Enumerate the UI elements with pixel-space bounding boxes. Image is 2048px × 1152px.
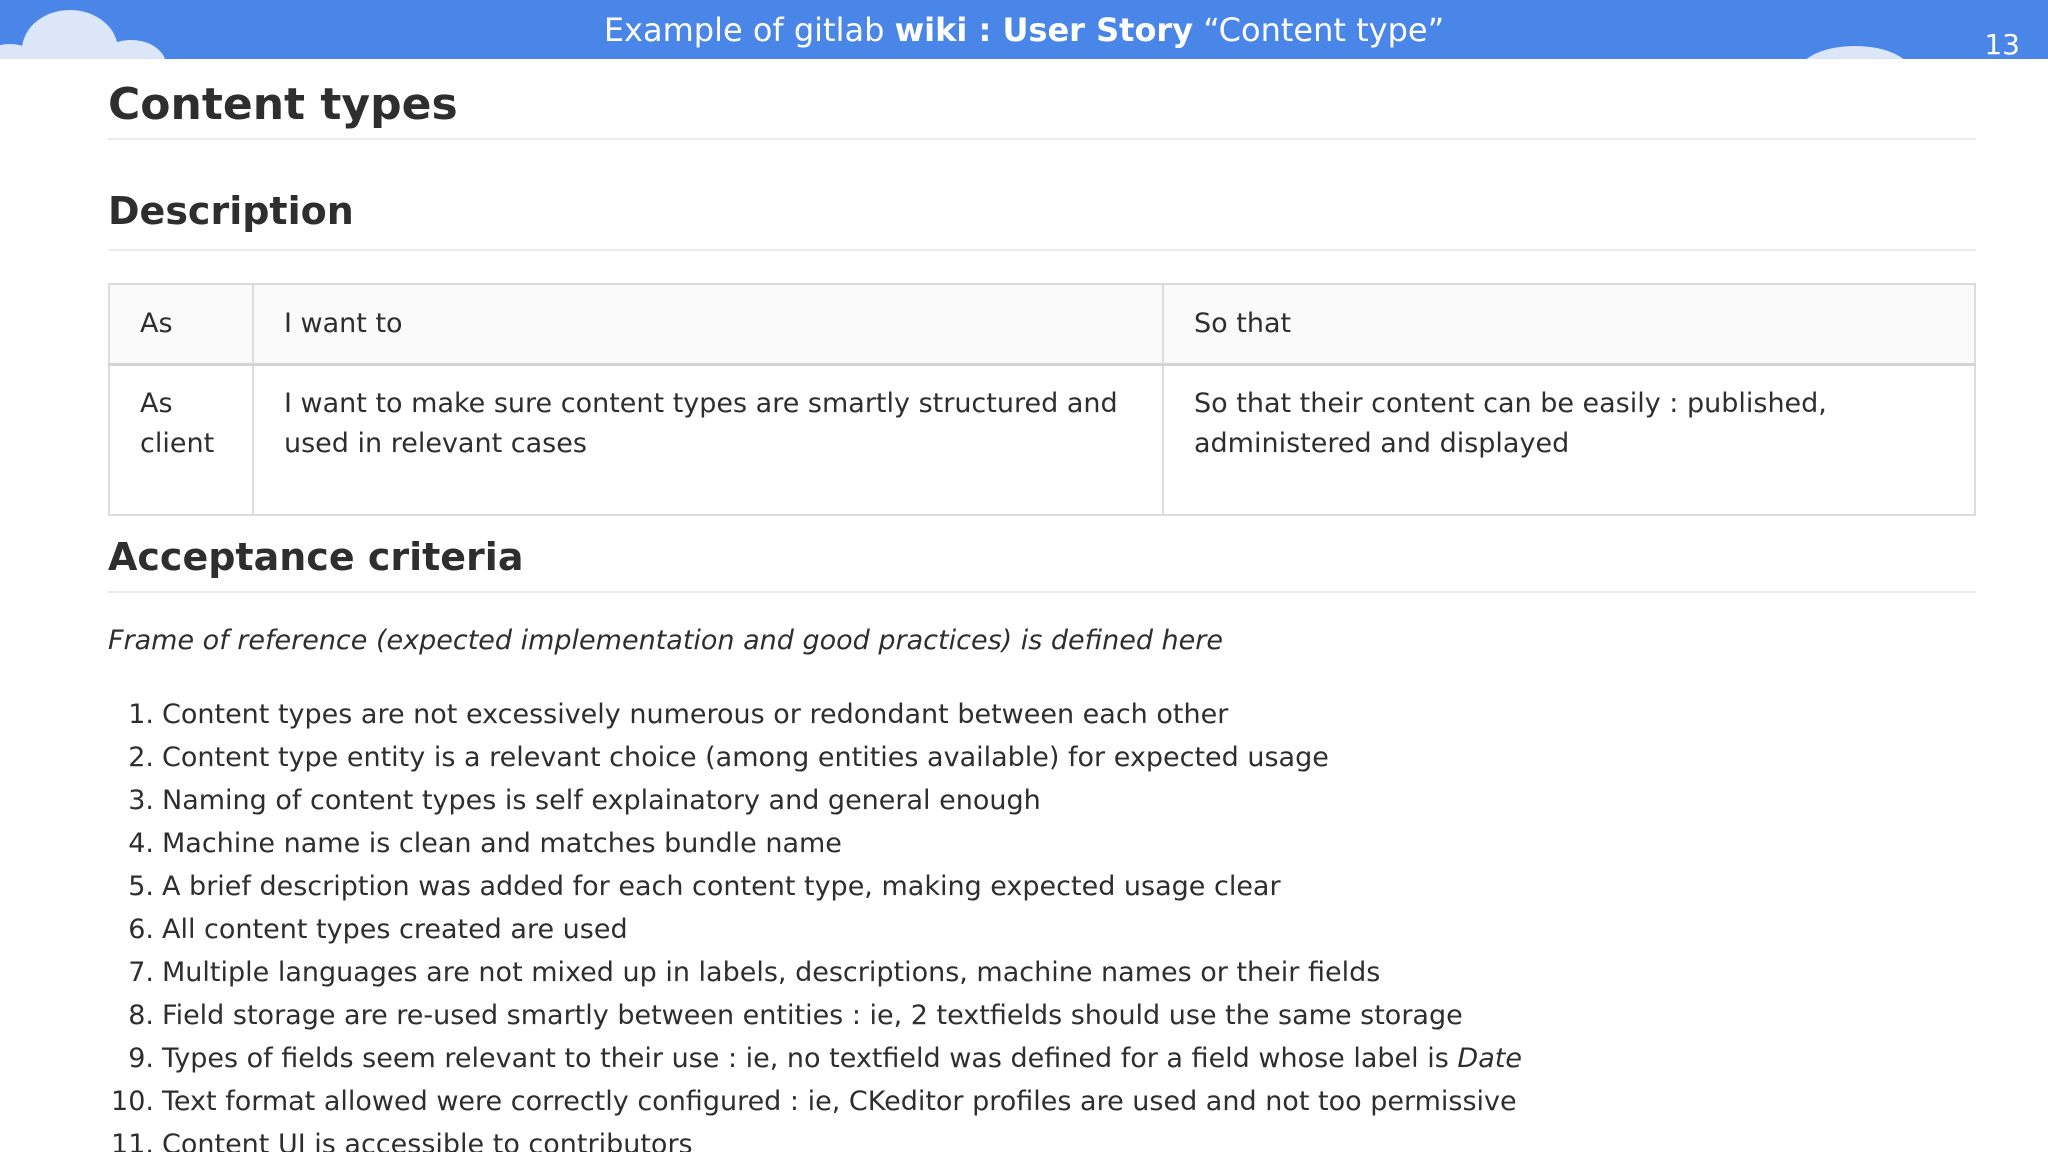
list-item-text: All content types created are used	[162, 914, 628, 945]
list-item-text: Types of fields seem relevant to their use : ie, no textfield was defined for a field whose label is	[162, 1043, 1458, 1074]
list-item-text: Text format allowed were correctly configured : ie, CKeditor profiles are used and not too permissive	[162, 1086, 1517, 1117]
list-item-number: 8.	[128, 1000, 154, 1031]
list-item-number: 10.	[111, 1086, 154, 1117]
list-item	[128, 779, 1522, 822]
table-cell-as: As client	[109, 365, 253, 516]
list-item-number: 3.	[128, 785, 154, 816]
table-header-want: I want to	[253, 284, 1163, 365]
list-item-number: 2.	[128, 742, 154, 773]
list-item-number: 11.	[111, 1129, 154, 1152]
table-header-so-that: So that	[1163, 284, 1975, 365]
slide-number: 13	[1984, 28, 2020, 59]
list-item-text: A brief description was added for each content type, making expected usage clear	[162, 871, 1281, 902]
list-item	[128, 693, 1522, 736]
list-item	[128, 994, 1522, 1037]
list-item-number: 6.	[128, 914, 154, 945]
user-story-table	[108, 283, 1976, 516]
page-title: Content types	[108, 79, 458, 130]
title-divider	[108, 138, 1976, 140]
table-header-as: As	[109, 284, 253, 365]
slide-title-user-story: User Story	[991, 11, 1194, 49]
list-item	[128, 865, 1522, 908]
list-item-text: Field storage are re-used smartly between entities : ie, 2 textfields should use the same storage	[162, 1000, 1463, 1031]
list-item-text: Multiple languages are not mixed up in labels, descriptions, machine names or their fields	[162, 957, 1381, 988]
list-item-text: Naming of content types is self explainatory and general enough	[162, 785, 1041, 816]
list-item-number: 4.	[128, 828, 154, 859]
list-item	[111, 1123, 1522, 1152]
slide-banner	[0, 0, 2048, 59]
list-item-text: Content type entity is a relevant choice (among entities available) for expected usage	[162, 742, 1329, 773]
table-cell-so-that: So that their content can be easily : published, administered and displayed	[1163, 365, 1975, 516]
list-item	[128, 736, 1522, 779]
slide-title-suffix: “Content type”	[1193, 11, 1445, 49]
slide-title-prefix: Example of gitlab	[603, 11, 895, 49]
slide-title	[0, 8, 2048, 52]
list-item-number: 7.	[128, 957, 154, 988]
list-item	[128, 951, 1522, 994]
list-item	[128, 908, 1522, 951]
list-item-text: Content UI is accessible to contributors	[162, 1129, 693, 1152]
list-item-text: Machine name is clean and matches bundle name	[162, 828, 842, 859]
list-item-number: 9.	[128, 1043, 154, 1074]
list-item	[128, 1037, 1522, 1080]
acceptance-criteria-heading: Acceptance criteria	[108, 535, 524, 579]
table-header-row	[109, 284, 1975, 365]
list-item	[128, 822, 1522, 865]
table-cell-want: I want to make sure content types are smartly structured and used in relevant cases	[253, 365, 1163, 516]
slide-title-wiki: wiki :	[894, 11, 992, 49]
acceptance-criteria-list	[111, 693, 1522, 1152]
table-row	[109, 365, 1975, 516]
acceptance-divider	[108, 591, 1976, 593]
list-item-text: Content types are not excessively numerous or redondant between each other	[162, 699, 1229, 730]
description-heading: Description	[108, 189, 354, 233]
list-item	[111, 1080, 1522, 1123]
wiki-page-content	[108, 59, 1976, 1152]
list-item-number: 1.	[128, 699, 154, 730]
list-item-emphasis: Date	[1457, 1043, 1522, 1074]
criteria-intro: Frame of reference (expected implementation and good practices) is defined here	[108, 625, 1223, 656]
list-item-number: 5.	[128, 871, 154, 902]
description-divider	[108, 249, 1976, 251]
